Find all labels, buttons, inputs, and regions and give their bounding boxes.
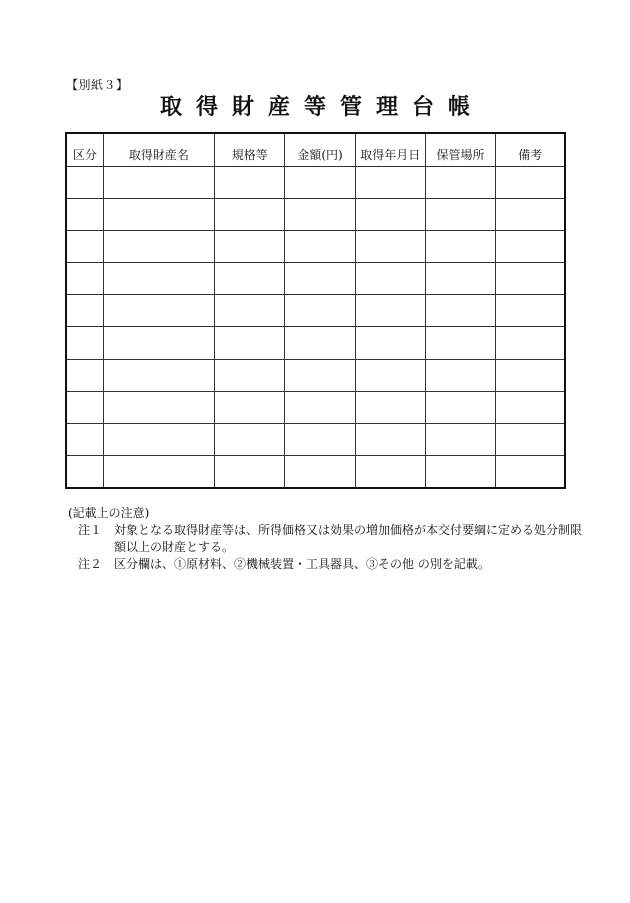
table-cell [425,230,495,262]
table-cell [103,166,214,198]
table-cell [66,456,103,488]
table-cell [66,295,103,327]
table-row [66,295,565,327]
table-cell [425,359,495,391]
table-row [66,263,565,295]
table-cell [285,263,355,295]
note-item [78,522,588,556]
table-cell [215,263,285,295]
table-cell [355,198,425,230]
header-amount: 金額(円) [285,133,355,166]
table-cell [355,359,425,391]
table-cell [285,230,355,262]
notes-heading: (記載上の注意) [68,506,150,520]
table-cell [496,295,565,327]
table-cell [355,230,425,262]
table-cell [355,456,425,488]
header-specification: 規格等 [215,133,285,166]
table-cell [103,424,214,456]
table-row [66,456,565,488]
table-header-row [66,133,565,166]
table-cell [66,359,103,391]
table-cell [285,295,355,327]
table-cell [215,295,285,327]
table-cell [66,391,103,423]
table-cell [285,456,355,488]
table-row [66,327,565,359]
table-cell [285,198,355,230]
table-cell [425,456,495,488]
table-cell [66,230,103,262]
note-number: 注２ [78,557,103,571]
table-cell [285,424,355,456]
table-cell [66,263,103,295]
table-cell [66,327,103,359]
table-cell [103,359,214,391]
header-remarks: 備考 [496,133,565,166]
attachment-label: 【別紙３】 [66,78,129,92]
asset-ledger-table [65,132,566,489]
table-cell [66,198,103,230]
table-cell [215,391,285,423]
table-cell [103,327,214,359]
table-cell [496,166,565,198]
table-cell [285,327,355,359]
note-item [78,556,588,573]
table-row [66,424,565,456]
header-acquisition-date: 取得年月日 [355,133,425,166]
document-title: 取得財産等管理台帳 [159,95,484,120]
table-cell [103,456,214,488]
table-cell [355,166,425,198]
table-row [66,166,565,198]
table-cell [215,424,285,456]
header-category: 区分 [66,133,103,166]
table-cell [285,359,355,391]
table-cell [215,327,285,359]
table-cell [496,198,565,230]
table-cell [425,166,495,198]
note-text: 区分欄は、①原材料、②機械装置・工具器具、③その他 の別を記載。 [114,557,490,571]
table-cell [496,263,565,295]
notes-section [68,505,588,573]
table-row [66,391,565,423]
table-cell [355,295,425,327]
table-cell [103,263,214,295]
table-row [66,198,565,230]
table-cell [496,359,565,391]
table-cell [66,424,103,456]
table-cell [425,295,495,327]
table-body [66,166,565,488]
table-cell [215,166,285,198]
table-cell [215,230,285,262]
table-row [66,230,565,262]
table-cell [103,230,214,262]
header-asset-name: 取得財産名 [103,133,214,166]
table-cell [355,263,425,295]
table-cell [66,166,103,198]
table-cell [425,263,495,295]
table-cell [215,456,285,488]
table-cell [496,456,565,488]
note-text: 対象となる取得財産等は、所得価格又は効果の増加価格が本交付要綱に定める処分制限額以上の財産とする。 [114,523,583,554]
table-cell [425,327,495,359]
table-cell [425,424,495,456]
table-cell [496,424,565,456]
table-cell [355,391,425,423]
header-storage-location: 保管場所 [425,133,495,166]
table-cell [103,295,214,327]
table-cell [103,198,214,230]
table-cell [285,391,355,423]
table-cell [425,391,495,423]
table-row [66,359,565,391]
table-cell [355,327,425,359]
table-cell [496,391,565,423]
table-cell [103,391,214,423]
table-cell [496,327,565,359]
table-cell [425,198,495,230]
note-number: 注１ [78,523,103,537]
table-cell [215,359,285,391]
table-cell [285,166,355,198]
table-cell [215,198,285,230]
table-cell [496,230,565,262]
table-cell [355,424,425,456]
